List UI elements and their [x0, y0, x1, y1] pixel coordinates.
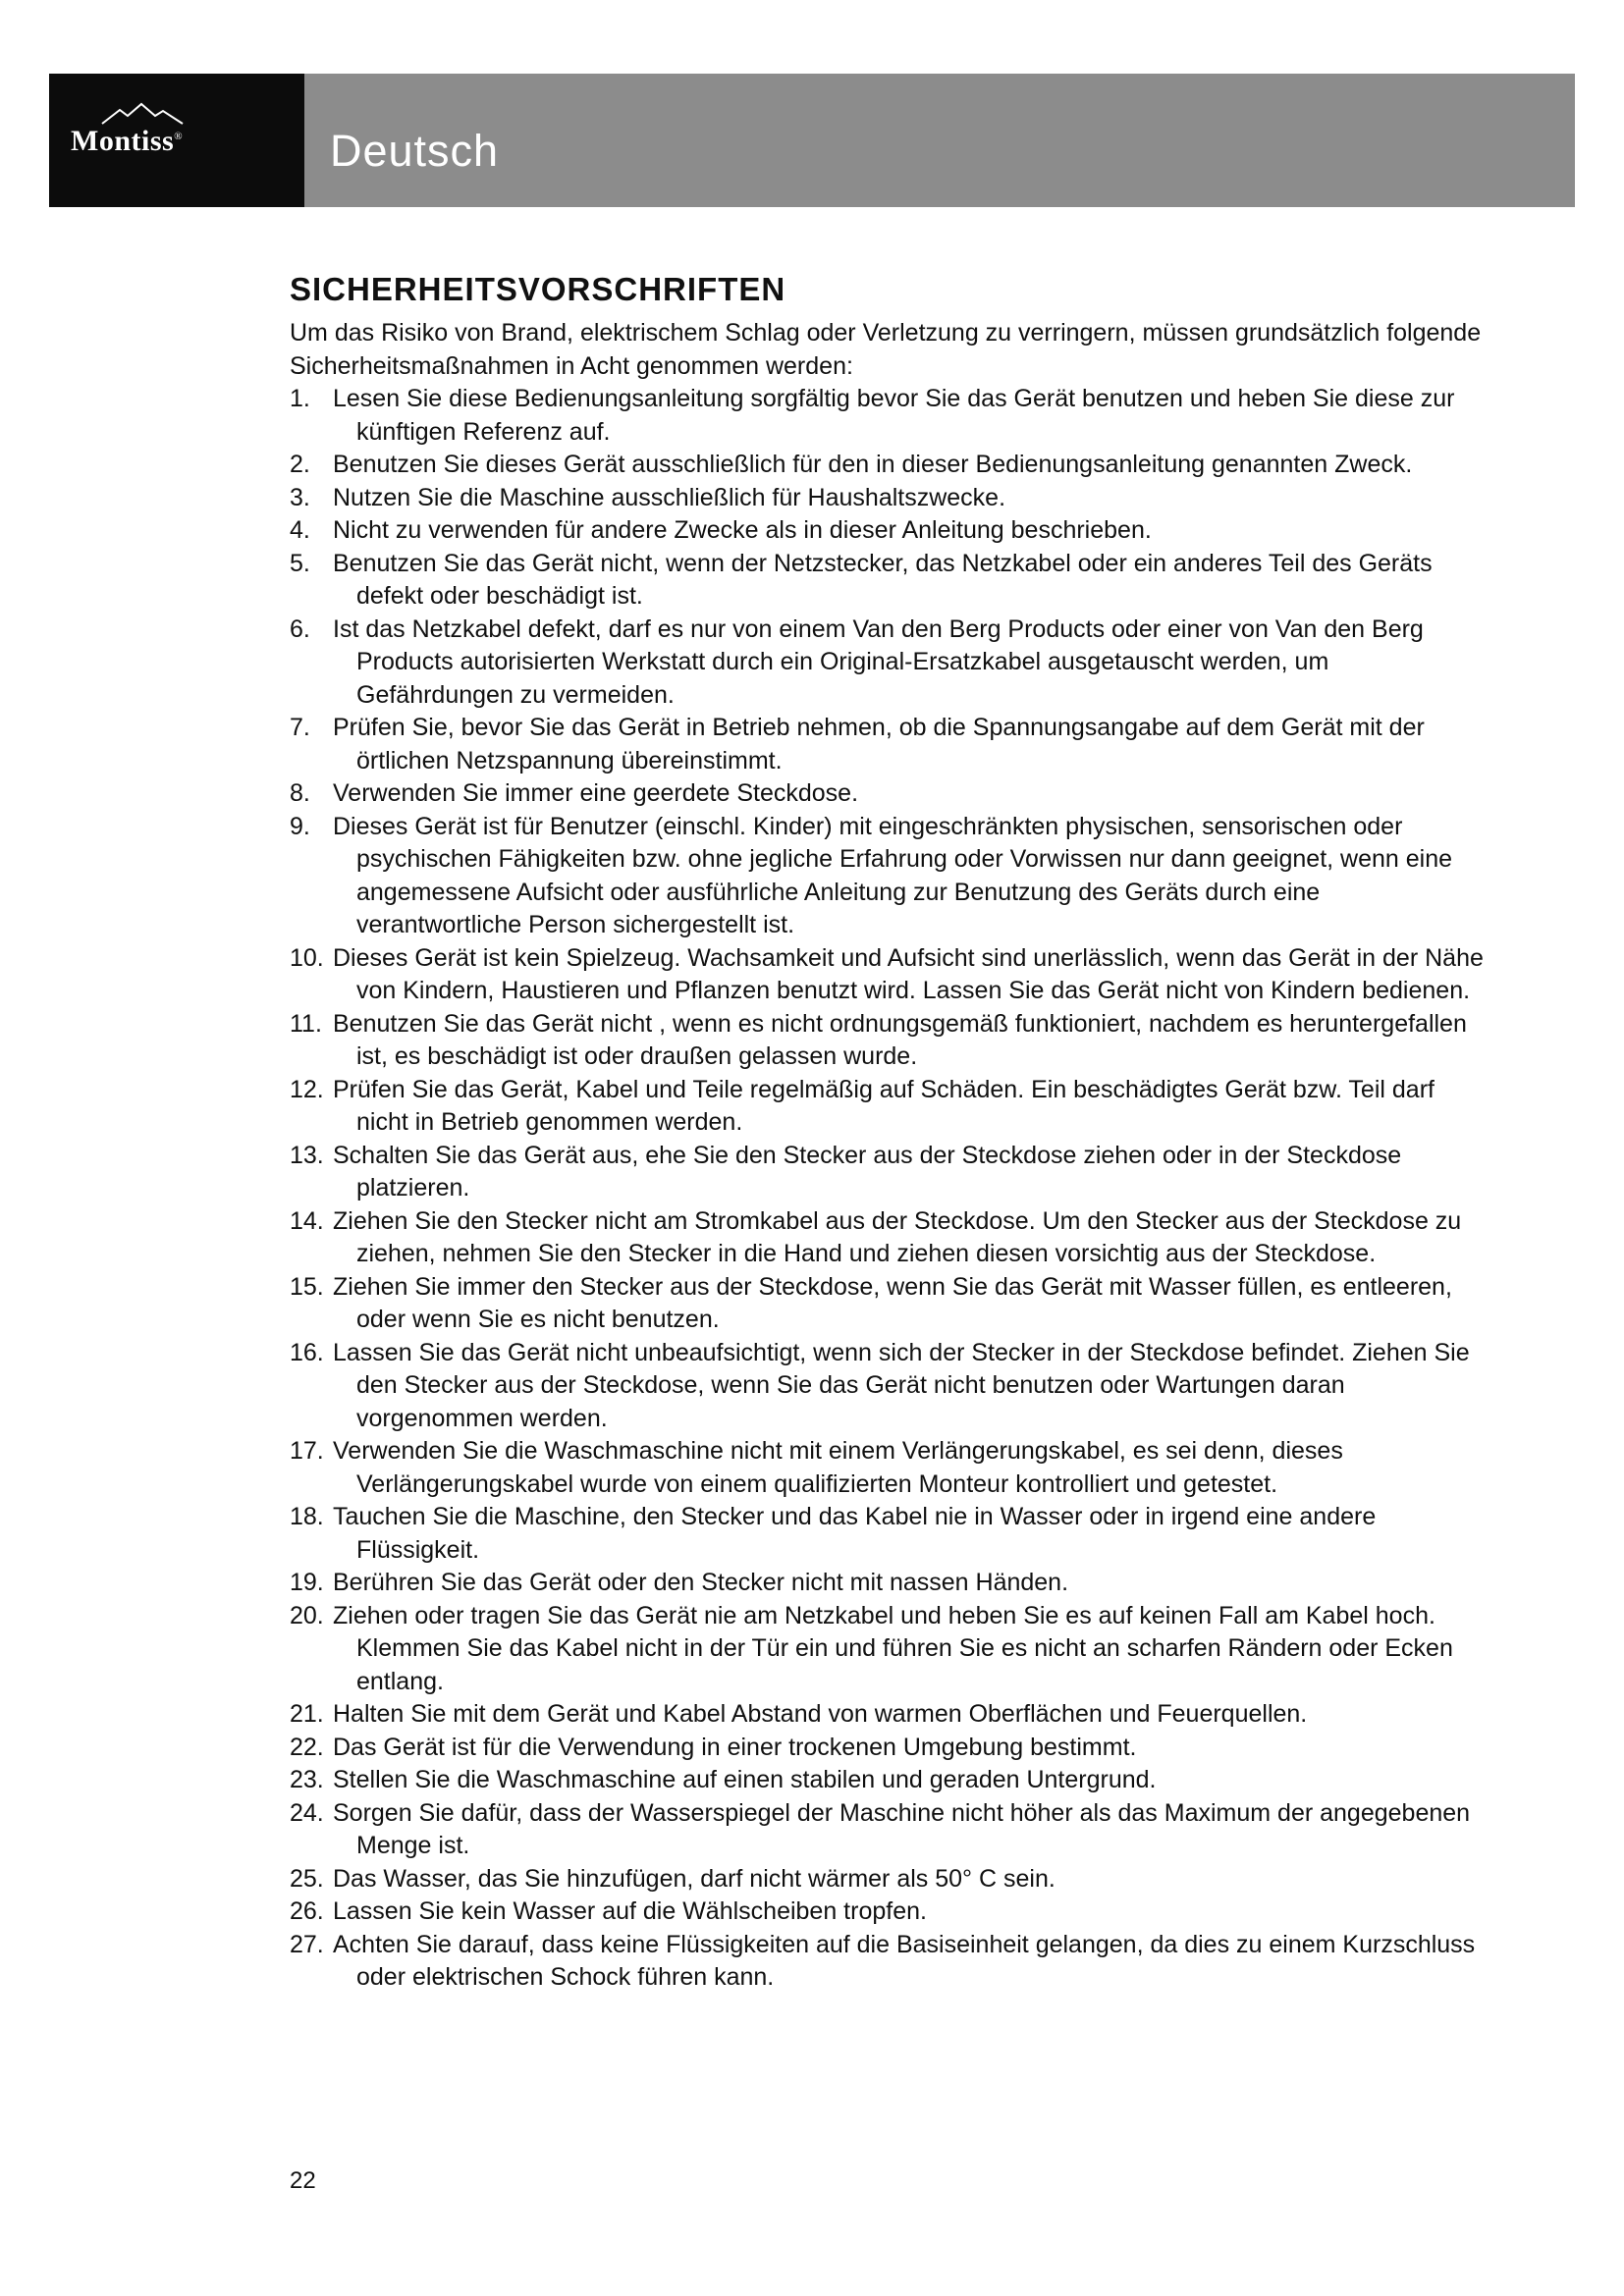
list-item-number: 6.	[290, 614, 310, 643]
list-item-text: Halten Sie mit dem Gerät und Kabel Abstand von warmen Oberflächen und Feuerquellen.	[333, 1700, 1308, 1728]
list-item-text: Nutzen Sie die Maschine ausschließlich für Haushaltszwecke.	[333, 483, 1006, 511]
list-item	[290, 482, 1488, 515]
list-item-text: Benutzen Sie das Gerät nicht, wenn der Netzstecker, das Netzkabel oder ein anderes Teil des Geräts defekt oder beschädigt ist.	[333, 549, 1433, 610]
list-item	[290, 777, 1488, 811]
list-item-text: Benutzen Sie das Gerät nicht , wenn es nicht ordnungsgemäß funktioniert, nachdem es heruntergefallen ist, es beschädigt ist oder draußen gelassen wurde.	[333, 1009, 1467, 1070]
list-item	[290, 1797, 1488, 1863]
list-item-number: 4.	[290, 516, 310, 544]
list-item-text: Lassen Sie das Gerät nicht unbeaufsichtigt, wenn sich der Stecker in der Steckdose befindet. Ziehen Sie den Stecker aus der Steckdose, wenn Sie das Gerät nicht benutzen oder Wartungen daran vorgenommen werden.	[333, 1338, 1470, 1432]
safety-rules-list	[290, 383, 1488, 1995]
list-item	[290, 942, 1488, 1008]
list-item	[290, 1074, 1488, 1140]
list-item	[290, 1205, 1488, 1271]
list-item-text: Lesen Sie diese Bedienungsanleitung sorgfältig bevor Sie das Gerät benutzen und heben Sie diese zur künftigen Referenz auf.	[333, 385, 1455, 446]
list-item-text: Verwenden Sie immer eine geerdete Steckdose.	[333, 779, 859, 807]
list-item-number: 9.	[290, 812, 310, 840]
list-item	[290, 514, 1488, 548]
list-item	[290, 1732, 1488, 1765]
list-item-number: 16.	[290, 1338, 324, 1366]
list-item	[290, 1600, 1488, 1699]
list-item-text: Das Wasser, das Sie hinzufügen, darf nicht wärmer als 50° C sein.	[333, 1864, 1056, 1893]
list-item-number: 18.	[290, 1503, 324, 1530]
list-item-number: 10.	[290, 943, 324, 972]
brand-logo	[71, 125, 183, 158]
list-item-text: Prüfen Sie, bevor Sie das Gerät in Betrieb nehmen, ob die Spannungsangabe auf dem Gerät mit der örtlichen Netzspannung übereinstimmt.	[333, 714, 1425, 774]
list-item-number: 21.	[290, 1700, 324, 1728]
list-item-text: Ziehen Sie immer den Stecker aus der Steckdose, wenn Sie das Gerät mit Wasser füllen, es entleeren, oder wenn Sie es nicht benutzen.	[333, 1272, 1452, 1333]
list-item-number: 15.	[290, 1272, 324, 1301]
list-item-number: 1.	[290, 385, 310, 412]
list-item-text: Verwenden Sie die Waschmaschine nicht mit einem Verlängerungskabel, es sei denn, dieses Verlängerungskabel wurde von einem qualifizierten Monteur kontrolliert und getestet.	[333, 1437, 1343, 1498]
list-item-number: 17.	[290, 1437, 324, 1465]
safety-section	[290, 267, 1488, 1995]
list-item-number: 12.	[290, 1075, 324, 1103]
list-item-number: 13.	[290, 1141, 324, 1169]
list-item-number: 22.	[290, 1733, 324, 1761]
list-item	[290, 811, 1488, 942]
list-item-text: Tauchen Sie die Maschine, den Stecker und das Kabel nie in Wasser oder in irgend eine andere Flüssigkeit.	[333, 1503, 1377, 1564]
list-item-text: Ziehen Sie den Stecker nicht am Stromkabel aus der Steckdose. Um den Stecker aus der Steckdose zu ziehen, nehmen Sie den Stecker in die Hand und ziehen diesen vorsichtig aus der Steckdose.	[333, 1206, 1462, 1267]
section-title: SICHERHEITSVORSCHRIFTEN	[290, 271, 786, 307]
list-item	[290, 449, 1488, 482]
list-item-number: 25.	[290, 1864, 324, 1893]
list-item-text: Benutzen Sie dieses Gerät ausschließlich für den in dieser Bedienungsanleitung genannten Zweck.	[333, 451, 1413, 478]
list-item	[290, 614, 1488, 713]
list-item-number: 2.	[290, 451, 310, 478]
list-item-text: Stellen Sie die Waschmaschine auf einen stabilen und geraden Untergrund.	[333, 1766, 1157, 1793]
list-item-text: Dieses Gerät ist für Benutzer (einschl. Kinder) mit eingeschränkten physischen, sensorischen oder psychischen Fähigkeiten bzw. ohne jegliche Erfahrung oder Vorwissen nur dann geeignet, wenn eine angemessene Aufsicht oder ausführliche Anleitung zur Benutzung des Geräts durch eine verantwortliche Person sichergestellt ist.	[333, 812, 1453, 938]
list-item	[290, 1337, 1488, 1436]
list-item-number: 7.	[290, 714, 310, 741]
list-item	[290, 383, 1488, 449]
list-item	[290, 548, 1488, 614]
registered-mark: ®	[174, 131, 184, 142]
list-item-text: Berühren Sie das Gerät oder den Stecker nicht mit nassen Händen.	[333, 1569, 1069, 1596]
list-item-text: Dieses Gerät ist kein Spielzeug. Wachsamkeit und Aufsicht sind unerlässlich, wenn das Gerät in der Nähe von Kindern, Haustieren und Pflanzen benutzt wird. Lassen Sie das Gerät nicht von Kindern bedienen.	[333, 943, 1484, 1004]
language-label: Deutsch	[330, 126, 500, 176]
list-item-number: 3.	[290, 483, 310, 511]
page-number: 22	[290, 2167, 316, 2194]
list-item-number: 5.	[290, 549, 310, 577]
list-item-text: Nicht zu verwenden für andere Zwecke als in dieser Anleitung beschrieben.	[333, 516, 1152, 544]
list-item	[290, 1863, 1488, 1896]
list-item-number: 19.	[290, 1569, 324, 1596]
list-item	[290, 1271, 1488, 1337]
list-item-number: 27.	[290, 1930, 324, 1958]
list-item	[290, 1698, 1488, 1732]
list-item-number: 14.	[290, 1206, 324, 1235]
brand-name: Montiss	[71, 125, 175, 157]
list-item-number: 23.	[290, 1766, 324, 1793]
list-item-text: Schalten Sie das Gerät aus, ehe Sie den Stecker aus der Steckdose ziehen oder in der Steckdose platzieren.	[333, 1141, 1402, 1201]
list-item	[290, 712, 1488, 777]
list-item-text: Lassen Sie kein Wasser auf die Wählscheiben tropfen.	[333, 1897, 927, 1925]
list-item	[290, 1929, 1488, 1995]
list-item-text: Das Gerät ist für die Verwendung in einer trockenen Umgebung bestimmt.	[333, 1733, 1137, 1761]
intro-paragraph: Um das Risiko von Brand, elektrischem Schlag oder Verletzung zu verringern, müssen grundsätzlich folgende Sicherheitsmaßnahmen in Acht genommen werden:	[290, 319, 1482, 380]
list-item	[290, 1764, 1488, 1797]
list-item	[290, 1896, 1488, 1929]
list-item	[290, 1140, 1488, 1205]
list-item	[290, 1501, 1488, 1567]
list-item-number: 24.	[290, 1798, 324, 1827]
list-item-text: Prüfen Sie das Gerät, Kabel und Teile regelmäßig auf Schäden. Ein beschädigtes Gerät bzw. Teil darf nicht in Betrieb genommen werden.	[333, 1075, 1435, 1136]
list-item	[290, 1567, 1488, 1600]
list-item-number: 11.	[290, 1009, 322, 1038]
list-item-number: 8.	[290, 779, 310, 807]
list-item-number: 26.	[290, 1897, 324, 1925]
list-item	[290, 1435, 1488, 1501]
list-item	[290, 1008, 1488, 1074]
list-item-text: Achten Sie darauf, dass keine Flüssigkeiten auf die Basiseinheit gelangen, da dies zu einem Kurzschluss oder elektrischen Schock führen kann.	[333, 1930, 1476, 1991]
list-item-text: Ziehen oder tragen Sie das Gerät nie am Netzkabel und heben Sie es auf keinen Fall am Kabel hoch. Klemmen Sie das Kabel nicht in der Tür ein und führen Sie es nicht an scharfen Rändern oder Ecken entlang.	[333, 1601, 1453, 1695]
list-item-text: Ist das Netzkabel defekt, darf es nur von einem Van den Berg Products oder einer von Van den Berg Products autorisierten Werkstatt durch ein Original-Ersatzkabel ausgetauscht werden, um Gefährdungen zu vermeiden.	[333, 614, 1424, 709]
list-item-text: Sorgen Sie dafür, dass der Wasserspiegel der Maschine nicht höher als das Maximum der angegebenen Menge ist.	[333, 1798, 1471, 1859]
list-item-number: 20.	[290, 1601, 324, 1629]
